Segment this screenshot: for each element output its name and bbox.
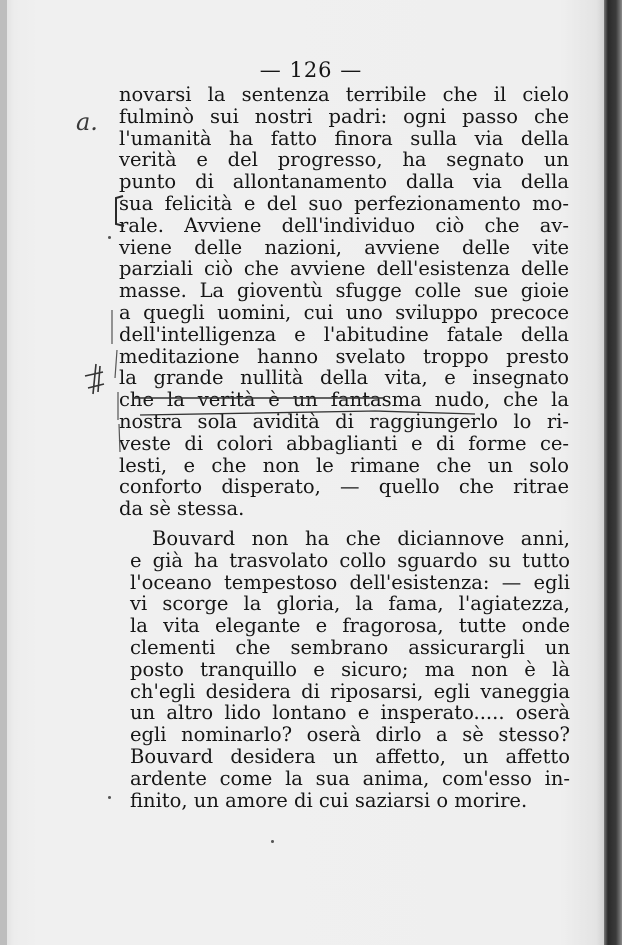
text-line: ch'egli desidera di riposarsi, egli vaneggia [130, 679, 570, 703]
text-line: sua felicità e del suo perfezionamento mo- [119, 191, 569, 215]
text-line: fulminò sui nostri padri: ogni passo che [119, 104, 569, 128]
text-line: veste di colori abbaglianti e di forme ce- [119, 431, 569, 455]
paragraph-1 [119, 84, 569, 520]
text-line: verità e del progresso, ha segnato un [119, 148, 569, 172]
text-line: masse. La gioventù sfugge colle sue gioie [119, 279, 569, 303]
text-line: novarsi la sentenza terribile che il cielo [119, 83, 569, 106]
text-line: egli nominarlo? oserà dirlo a sè stesso? [130, 723, 570, 747]
text-line: e già ha trasvolato collo sguardo su tutto [130, 548, 570, 572]
text-line: da sè stessa. [119, 497, 245, 521]
text-line: Bouvard desidera un affetto, un affetto [130, 744, 570, 768]
text-line: nostra sola avidità di raggiungerlo lo ri- [119, 409, 569, 433]
text-line: vi scorge la gloria, la fama, l'agiatezza, [130, 592, 570, 616]
pencil-asterisk-icon [85, 364, 104, 394]
text-line: parziali ciò che avviene dell'esistenza delle [119, 257, 569, 281]
text-line: ardente come la sua anima, com'esso in- [130, 766, 570, 790]
margin-mark-dot [108, 796, 111, 799]
text-line: lesti, e che non le rimane che un solo [119, 453, 569, 477]
text-line: punto di allontanamento dalla via della [119, 170, 569, 194]
book-binding-shadow [604, 0, 622, 945]
text-line: dell'intelligenza e l'abitudine fatale della [119, 322, 569, 346]
margin-note-handwritten: a. [76, 108, 98, 136]
text-line: la vita elegante e fragorosa, tutte onde [130, 614, 570, 638]
text-line: clementi che sembrano assicurargli un [130, 635, 570, 659]
text-line: l'umanità ha fatto finora sulla via della [119, 126, 569, 150]
text-line: un altro lido lontano e insperato..... oserà [130, 701, 570, 725]
text-line: finito, un amore di cui saziarsi o morire. [130, 788, 528, 812]
text-line: posto tranquillo e sicuro; ma non è là [130, 657, 570, 681]
text-line: viene delle nazioni, avviene delle vite [119, 235, 569, 259]
page-number: — 126 — [259, 58, 363, 82]
margin-mark-dot [271, 840, 274, 843]
margin-mark-dot [108, 236, 111, 239]
text-line: rale. Avviene dell'individuo ciò che av- [119, 213, 569, 237]
text-line: conforto disperato, — quello che ritrae [119, 475, 569, 499]
paragraph-2 [130, 528, 570, 811]
page-left-edge [0, 0, 7, 945]
text-line: meditazione hanno svelato troppo presto [119, 344, 569, 368]
text-line: che la verità è un fantasma nudo, che la [119, 388, 569, 412]
text-line: l'oceano tempestoso dell'esistenza: — egli [130, 570, 570, 594]
text-line: la grande nullità della vita, e insegnato [119, 366, 569, 390]
text-line: Bouvard non ha che diciannove anni, [152, 527, 570, 550]
text-line: a quegli uomini, cui uno sviluppo precoce [119, 300, 569, 324]
